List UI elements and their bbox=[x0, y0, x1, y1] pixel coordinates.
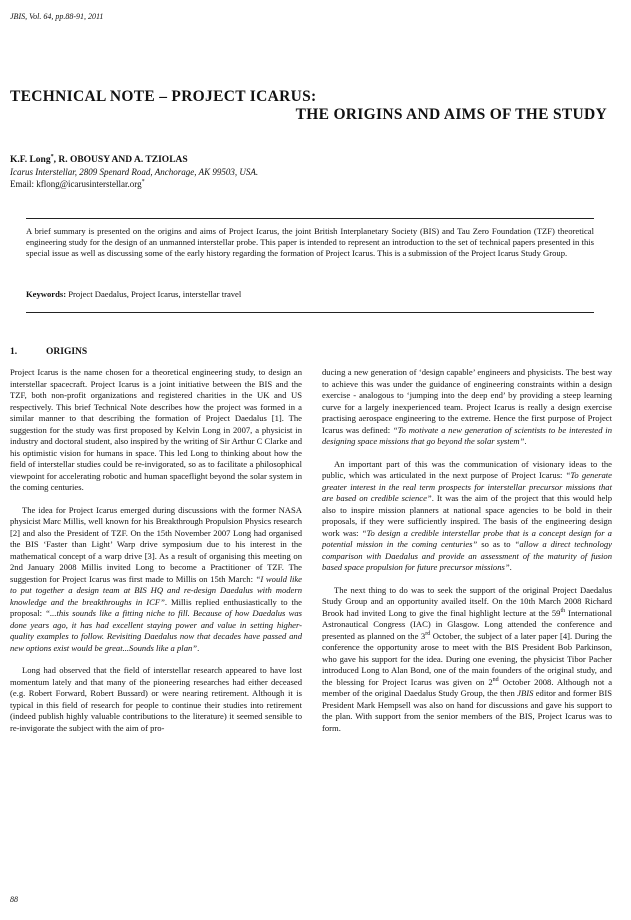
paragraph bbox=[322, 585, 612, 735]
text-run: . It was the aim of the project that this would help also to inspire mission planners at national space agencies to be bold in their proposals, if they were sufficiently inspired. The basis of the engineering design work was: bbox=[322, 493, 612, 538]
paragraph: Project Icarus is the name chosen for a theoretical engineering study, to design an interstellar spacecraft. Project Icarus is a joint initiative between the BIS and the TZF, both non-profit organizations and registered charities in the UK and US respectively. This brief Technical Note describes how the project was formed in a similar manner to that describing the formation of Project Daedalus [1]. The suggestion for the study was first proposed by Kelvin Long in 2007, a physicist in industry and doctoral student, also inspired by the writing of Sir Arthur C Clarke and his optimistic vision for humans in space. This led Long to thinking about how the field of interstellar studies could be re-invigorated, so as to facilitate a philosophical viewpoint for accelerating robotic and human spaceflight beyond the solar system in the coming centuries. bbox=[10, 367, 302, 492]
superscript: th bbox=[560, 607, 566, 614]
text-run: October 2008. Although not a member of the original Daedalus Study Group, the then bbox=[322, 676, 613, 698]
quote: “I would like to put together a design team at BIS HQ and re-design Daedalus with modern knowledge and the breakthroughs in ICF” bbox=[10, 573, 302, 607]
text-run: The idea for Project Icarus emerged during discussions with the former NASA physicist Marc Millis, well known for his Breakthrough Propulsion Physics research [2] and also the President of TZF. On the 15th November 2007 Long had organised the BIS ‘Faster than Light’ Warp drive symposium due to his interest in the mathematical concept of a warp drive [3]. As a result of organising this meeting on 2nd January 2008 Millis invited Long to become a Practitioner of TZF. The suggestion for Project Icarus was first made to Millis on 15th March: bbox=[10, 504, 302, 584]
left-column bbox=[10, 367, 302, 745]
keywords-text: Project Daedalus, Project Icarus, interstellar travel bbox=[66, 289, 242, 299]
section-number: 1. bbox=[10, 347, 18, 357]
abstract-bottom-rule bbox=[26, 312, 594, 313]
right-column bbox=[322, 367, 612, 745]
email-address[interactable]: kflong@icarusinterstellar.org bbox=[36, 179, 142, 189]
text-run: . bbox=[524, 436, 527, 446]
text-run: An important part of this was the communication of visionary ideas to the public, which was articulated in the next purpose of Project Icarus: bbox=[322, 458, 612, 480]
email-line bbox=[10, 179, 145, 189]
text-run: so as to bbox=[477, 539, 515, 549]
section-heading bbox=[10, 347, 87, 357]
quote: “...this sounds like a fitting niche to fill. Because of how Daedalus was done years ago, it has had excellent staying power and value in setting higher-quality examples to follow. Revisiting Daedalus now that decades have passed and new options exist would be great...Sounds like a plan” bbox=[10, 608, 302, 653]
paragraph bbox=[322, 367, 612, 448]
keywords-label: Keywords: bbox=[26, 289, 67, 299]
text-run: October, the subject of a later paper [4]. During the conference the opportunity arose to meet with the BIS President Bob Parkinson, who gave his support for the idea. During one evening, the physicist Tibor Pacher introduced Long to Alan Bond, one of the main founders of the original study, and the blessing for Project Icarus was given on 2 bbox=[322, 630, 612, 687]
email-label: Email: bbox=[10, 179, 37, 189]
text-run: editor and former BIS President Mark Hempsell was also on hand for discussions and gave his support to the plan. With support from the senior members of the BIS, Project Icarus was to form. bbox=[322, 688, 612, 733]
paragraph bbox=[10, 505, 302, 655]
quote: “To generate greater interest in the real term prospects for interstellar precursor missions that are based on credible science” bbox=[322, 470, 612, 503]
keywords bbox=[26, 289, 594, 299]
paragraph bbox=[322, 459, 612, 574]
running-head: JBIS, Vol. 64, pp.88-91, 2011 bbox=[10, 12, 104, 21]
corresponding-mark: * bbox=[50, 153, 54, 160]
author-first: K.F. Long bbox=[10, 155, 51, 165]
affiliation: Icarus Interstellar, 2809 Spenard Road, Anchorage, AK 99503, USA. bbox=[10, 167, 259, 177]
section-title: ORIGINS bbox=[46, 347, 88, 357]
quote: “To design a credible interstellar probe that is a concept design for a potential mission in the coming centuries” bbox=[322, 527, 612, 549]
paragraph: Long had observed that the field of interstellar research appeared to have lost momentum lately and that many of the pioneering researches had either deceased (e.g. Robert Forward, Robert Bussard) or were nearing retirement. Although it is typical in this field of research for people to continue their studies into retirement (indeed publish highly valuable contributions to the literature) it seemed sensible to re-invigorate the subject with the aim of pro- bbox=[10, 665, 302, 733]
superscript: rd bbox=[425, 630, 431, 637]
text-run: . Millis replied enthusiastically to the proposal: bbox=[10, 596, 302, 618]
journal-name: JBIS bbox=[517, 688, 534, 698]
quote: “To motivate a new generation of scientists to be interested in designing space missions that go beyond the solar system” bbox=[322, 424, 612, 446]
text-run: . bbox=[509, 562, 512, 572]
text-run: . bbox=[197, 642, 200, 653]
superscript: nd bbox=[492, 676, 499, 683]
email-mark: * bbox=[141, 179, 145, 185]
page-number: 88 bbox=[10, 895, 18, 904]
author-list bbox=[10, 155, 188, 165]
abstract: A brief summary is presented on the origins and aims of Project Icarus, the joint British Interplanetary Society (BIS) and Tau Zero Foundation (TZF) theoretical engineering study for the design of an unmanned interstellar probe. This paper is intended to represent an introduction to the set of technical papers presented in this special issue as well as discussing some of the early history regarding the formation of Project Icarus. This is a submission of the Project Icarus Study Group. bbox=[26, 226, 594, 259]
text-run: International Astronautical Congress (IAC) in Glasgow. Long attended the conference and presented as planned on the 3 bbox=[322, 607, 612, 641]
abstract-top-rule bbox=[26, 218, 594, 219]
quote: “allow a direct technology comparison with Daedalus and provide an assessment of the maturity of fusion based space propulsion for future precursor missions” bbox=[322, 539, 612, 572]
title-line-2: THE ORIGINS AND AIMS OF THE STUDY bbox=[295, 106, 607, 123]
title-line-1: TECHNICAL NOTE – PROJECT ICARUS: bbox=[10, 88, 317, 105]
author-others: , R. OBOUSY AND A. TZIOLAS bbox=[53, 155, 188, 165]
text-run: ducing a new generation of ‘design capable’ engineers and physicists. The best way to achieve this was under the guidance of engineering constraints within a design exercise - analogous to ‘jumping into the deep end’ by providing a steep learning curve for a largely inexperienced team. Project Icarus is really a design exercise practising aerospace engineering to the extreme. Hence the first purpose of Project Icarus was defined: bbox=[322, 367, 612, 435]
text-run: The next thing to do was to seek the support of the original Project Daedalus Study Group and an opportunity availed itself. On the 10th March 2008 Richard Brook had invited Long to give the final highlight lecture at the 59 bbox=[322, 584, 612, 618]
